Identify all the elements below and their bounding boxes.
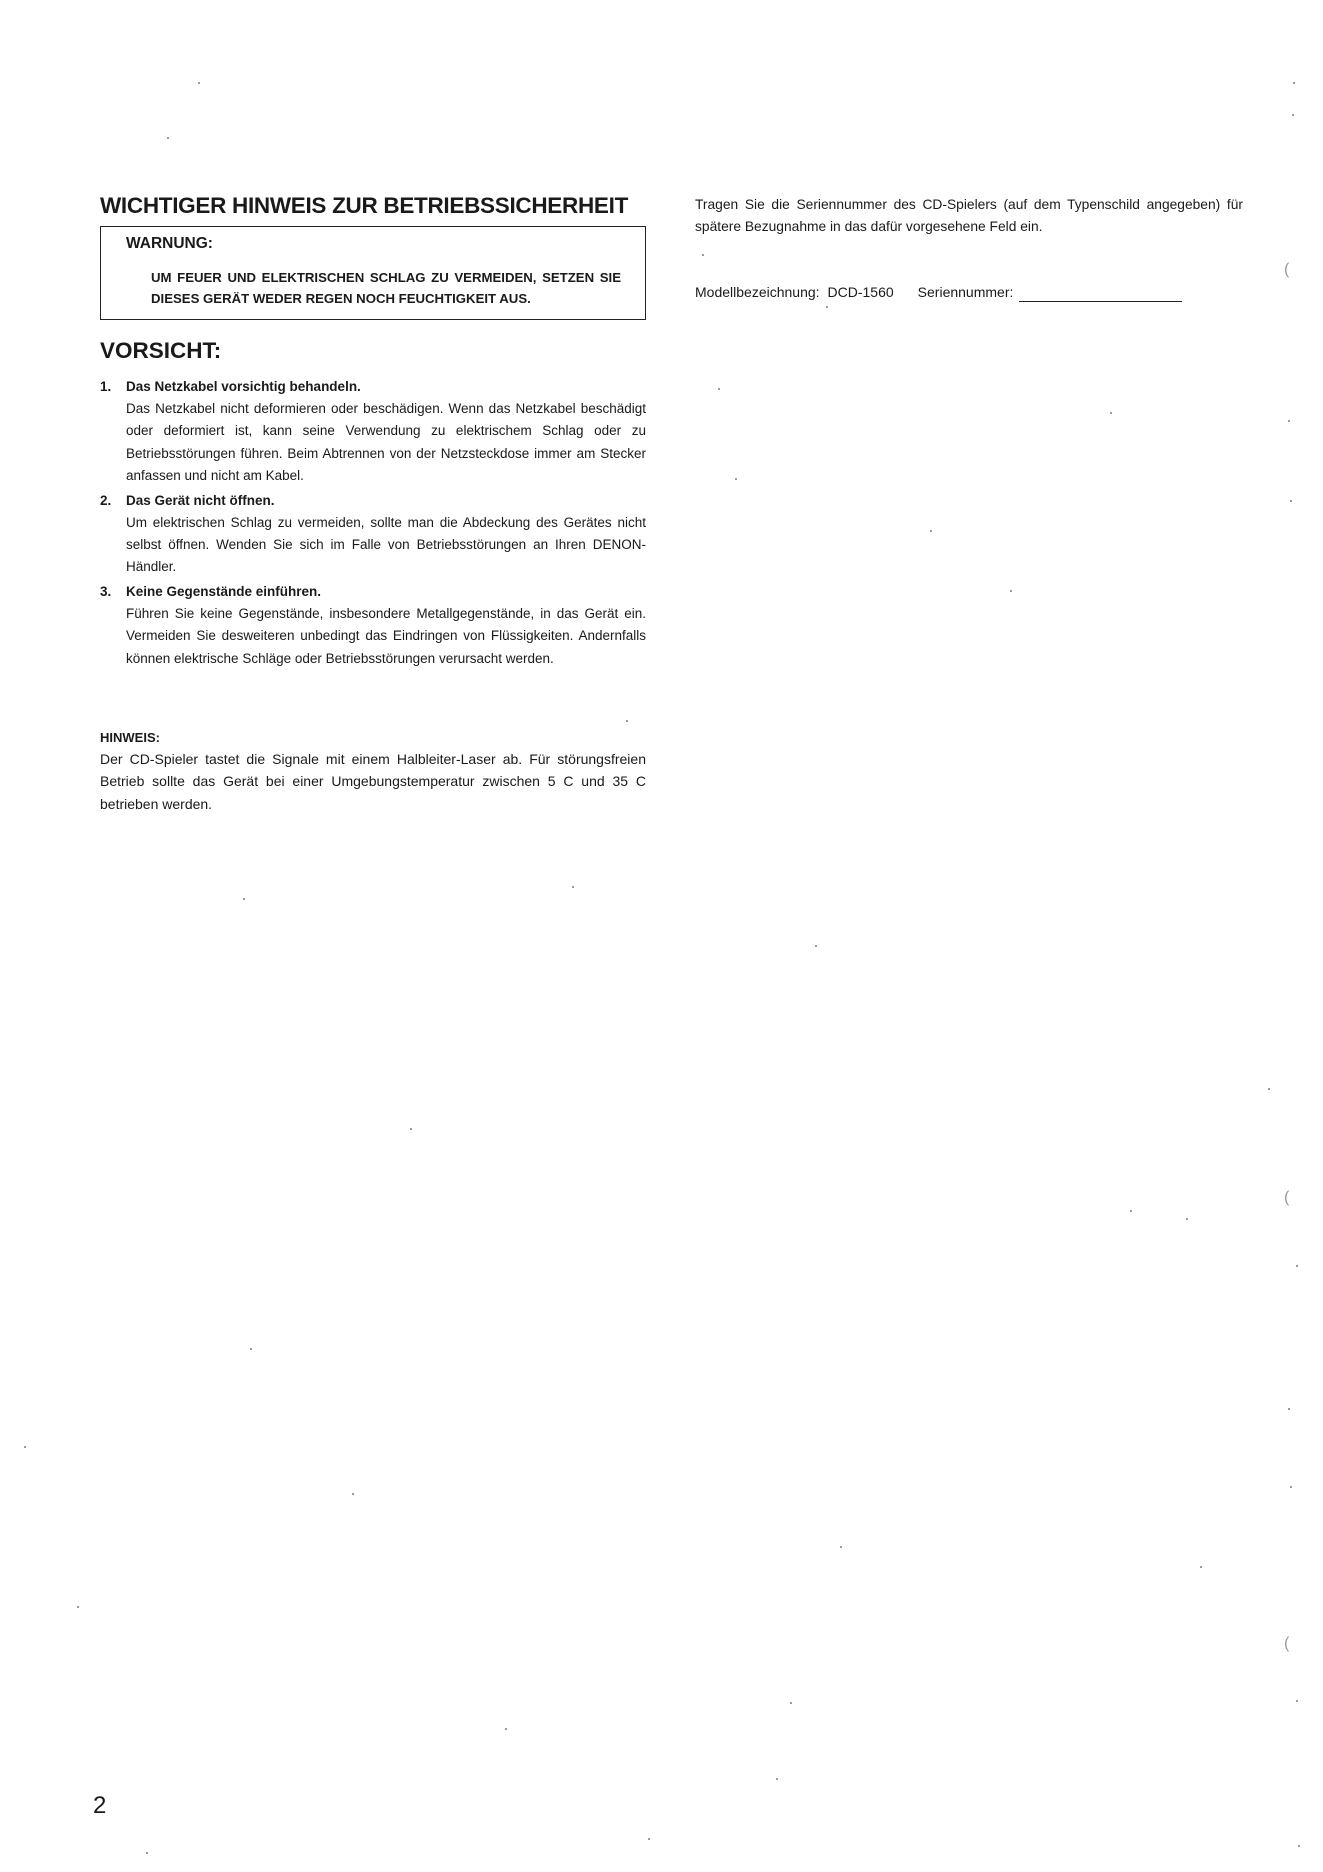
model-serial-row — [695, 282, 1243, 302]
scan-speck — [572, 886, 574, 888]
scan-speck — [77, 1606, 79, 1608]
scan-speck — [815, 945, 817, 947]
caution-item-3 — [100, 581, 646, 670]
scan-speck — [505, 1728, 507, 1730]
scan-speck — [250, 1348, 252, 1350]
note-block — [100, 728, 646, 815]
caution-body: Führen Sie keine Gegenstände, insbesondere Metallgegenstände, in das Gerät ein. Vermeiden Sie desweiteren unbedingt das Eindringen von Flüssigkeiten. Andernfalls können elektrische Schläge oder Betriebsstörungen verursacht werden. — [126, 605, 646, 666]
caution-number: 1. — [100, 379, 112, 394]
caution-title: Keine Gegenstände einführen. — [126, 583, 322, 599]
scan-speck — [1290, 500, 1292, 502]
serial-number-field[interactable] — [1019, 286, 1182, 302]
scan-mark: ( — [1284, 261, 1290, 278]
warning-text: UM FEUER UND ELEKTRISCHEN SCHLAG ZU VERMEIDEN, SETZEN SIE DIESES GERÄT WEDER REGEN NOCH FEUCHTIGKEIT AUS. — [151, 270, 621, 306]
page-title: WICHTIGER HINWEIS ZUR BETRIEBSSICHERHEIT — [100, 193, 629, 218]
caution-title: Das Gerät nicht öffnen. — [126, 492, 275, 508]
scan-speck — [1298, 1845, 1300, 1847]
model-value: DCD-1560 — [827, 284, 894, 300]
scan-speck — [930, 530, 932, 532]
scan-speck — [626, 720, 628, 722]
scan-speck — [1288, 1408, 1290, 1410]
caution-body: Um elektrischen Schlag zu vermeiden, sollte man die Abdeckung des Gerätes nicht selbst öffnen. Wenden Sie sich im Falle von Betriebsstörungen an Ihren DENON-Händler. — [126, 514, 646, 575]
scan-speck — [1292, 114, 1294, 116]
caution-item-1 — [100, 376, 646, 488]
scan-speck — [1110, 412, 1112, 414]
note-title: HINWEIS: — [100, 730, 160, 746]
warning-box — [100, 226, 646, 320]
scan-speck — [243, 898, 245, 900]
caution-heading: VORSICHT: — [100, 338, 222, 363]
serial-label: Seriennummer: — [917, 284, 1014, 300]
caution-body: Das Netzkabel nicht deformieren oder beschädigen. Wenn das Netzkabel beschädigt oder deformiert ist, kann seine Verwendung zu elektrischem Schlag oder zu Betriebsstörungen führen. Beim Abtrennen von der Netzsteckdose immer am Stecker anfassen und nicht am Kabel. — [126, 401, 646, 484]
scan-speck — [352, 1493, 354, 1495]
caution-number: 2. — [100, 492, 112, 508]
scan-speck — [1130, 1210, 1132, 1212]
scan-speck — [1290, 1486, 1292, 1488]
scan-speck — [167, 137, 169, 139]
scan-speck — [1268, 1088, 1270, 1090]
page-number: 2 — [93, 1792, 107, 1819]
scan-speck — [410, 1128, 412, 1130]
warning-title: WARNUNG: — [126, 235, 213, 252]
scan-speck — [1293, 82, 1295, 84]
scan-speck — [735, 478, 737, 480]
right-column — [695, 194, 1243, 302]
scan-speck — [718, 388, 720, 390]
model-label: Modellbezeichnung: — [695, 284, 820, 300]
scan-mark: ( — [1284, 1635, 1290, 1652]
scan-speck — [24, 1446, 26, 1448]
scan-speck — [776, 1778, 778, 1780]
caution-number: 3. — [100, 583, 112, 599]
scan-speck — [1288, 420, 1290, 422]
scan-speck — [702, 254, 704, 256]
caution-list — [100, 376, 646, 670]
scan-speck — [840, 1546, 842, 1548]
scan-speck — [146, 1852, 148, 1854]
scan-speck — [198, 82, 200, 84]
scan-speck — [1200, 1566, 1202, 1568]
left-column — [100, 192, 646, 815]
serial-intro: Tragen Sie die Seriennummer des CD-Spielers (auf dem Typenschild angegeben) für spätere Bezugnahme in das dafür vorgesehene Feld ein. — [695, 197, 1243, 234]
note-body: Der CD-Spieler tastet die Signale mit einem Halbleiter-Laser ab. Für störungsfreien Betrieb sollte das Gerät bei einer Umgebungstemperatur zwischen 5 C und 35 C betrieben werden. — [100, 751, 646, 812]
caution-title: Das Netzkabel vorsichtig behandeln. — [126, 379, 361, 394]
scan-mark: ( — [1284, 1189, 1290, 1206]
caution-item-2 — [100, 490, 646, 579]
scan-speck — [1296, 1265, 1298, 1267]
scan-speck — [648, 1838, 650, 1840]
scan-speck — [1010, 590, 1012, 592]
scan-speck — [1296, 1700, 1298, 1702]
scan-speck — [790, 1702, 792, 1704]
scan-speck — [1186, 1218, 1188, 1220]
scan-speck — [826, 306, 828, 308]
